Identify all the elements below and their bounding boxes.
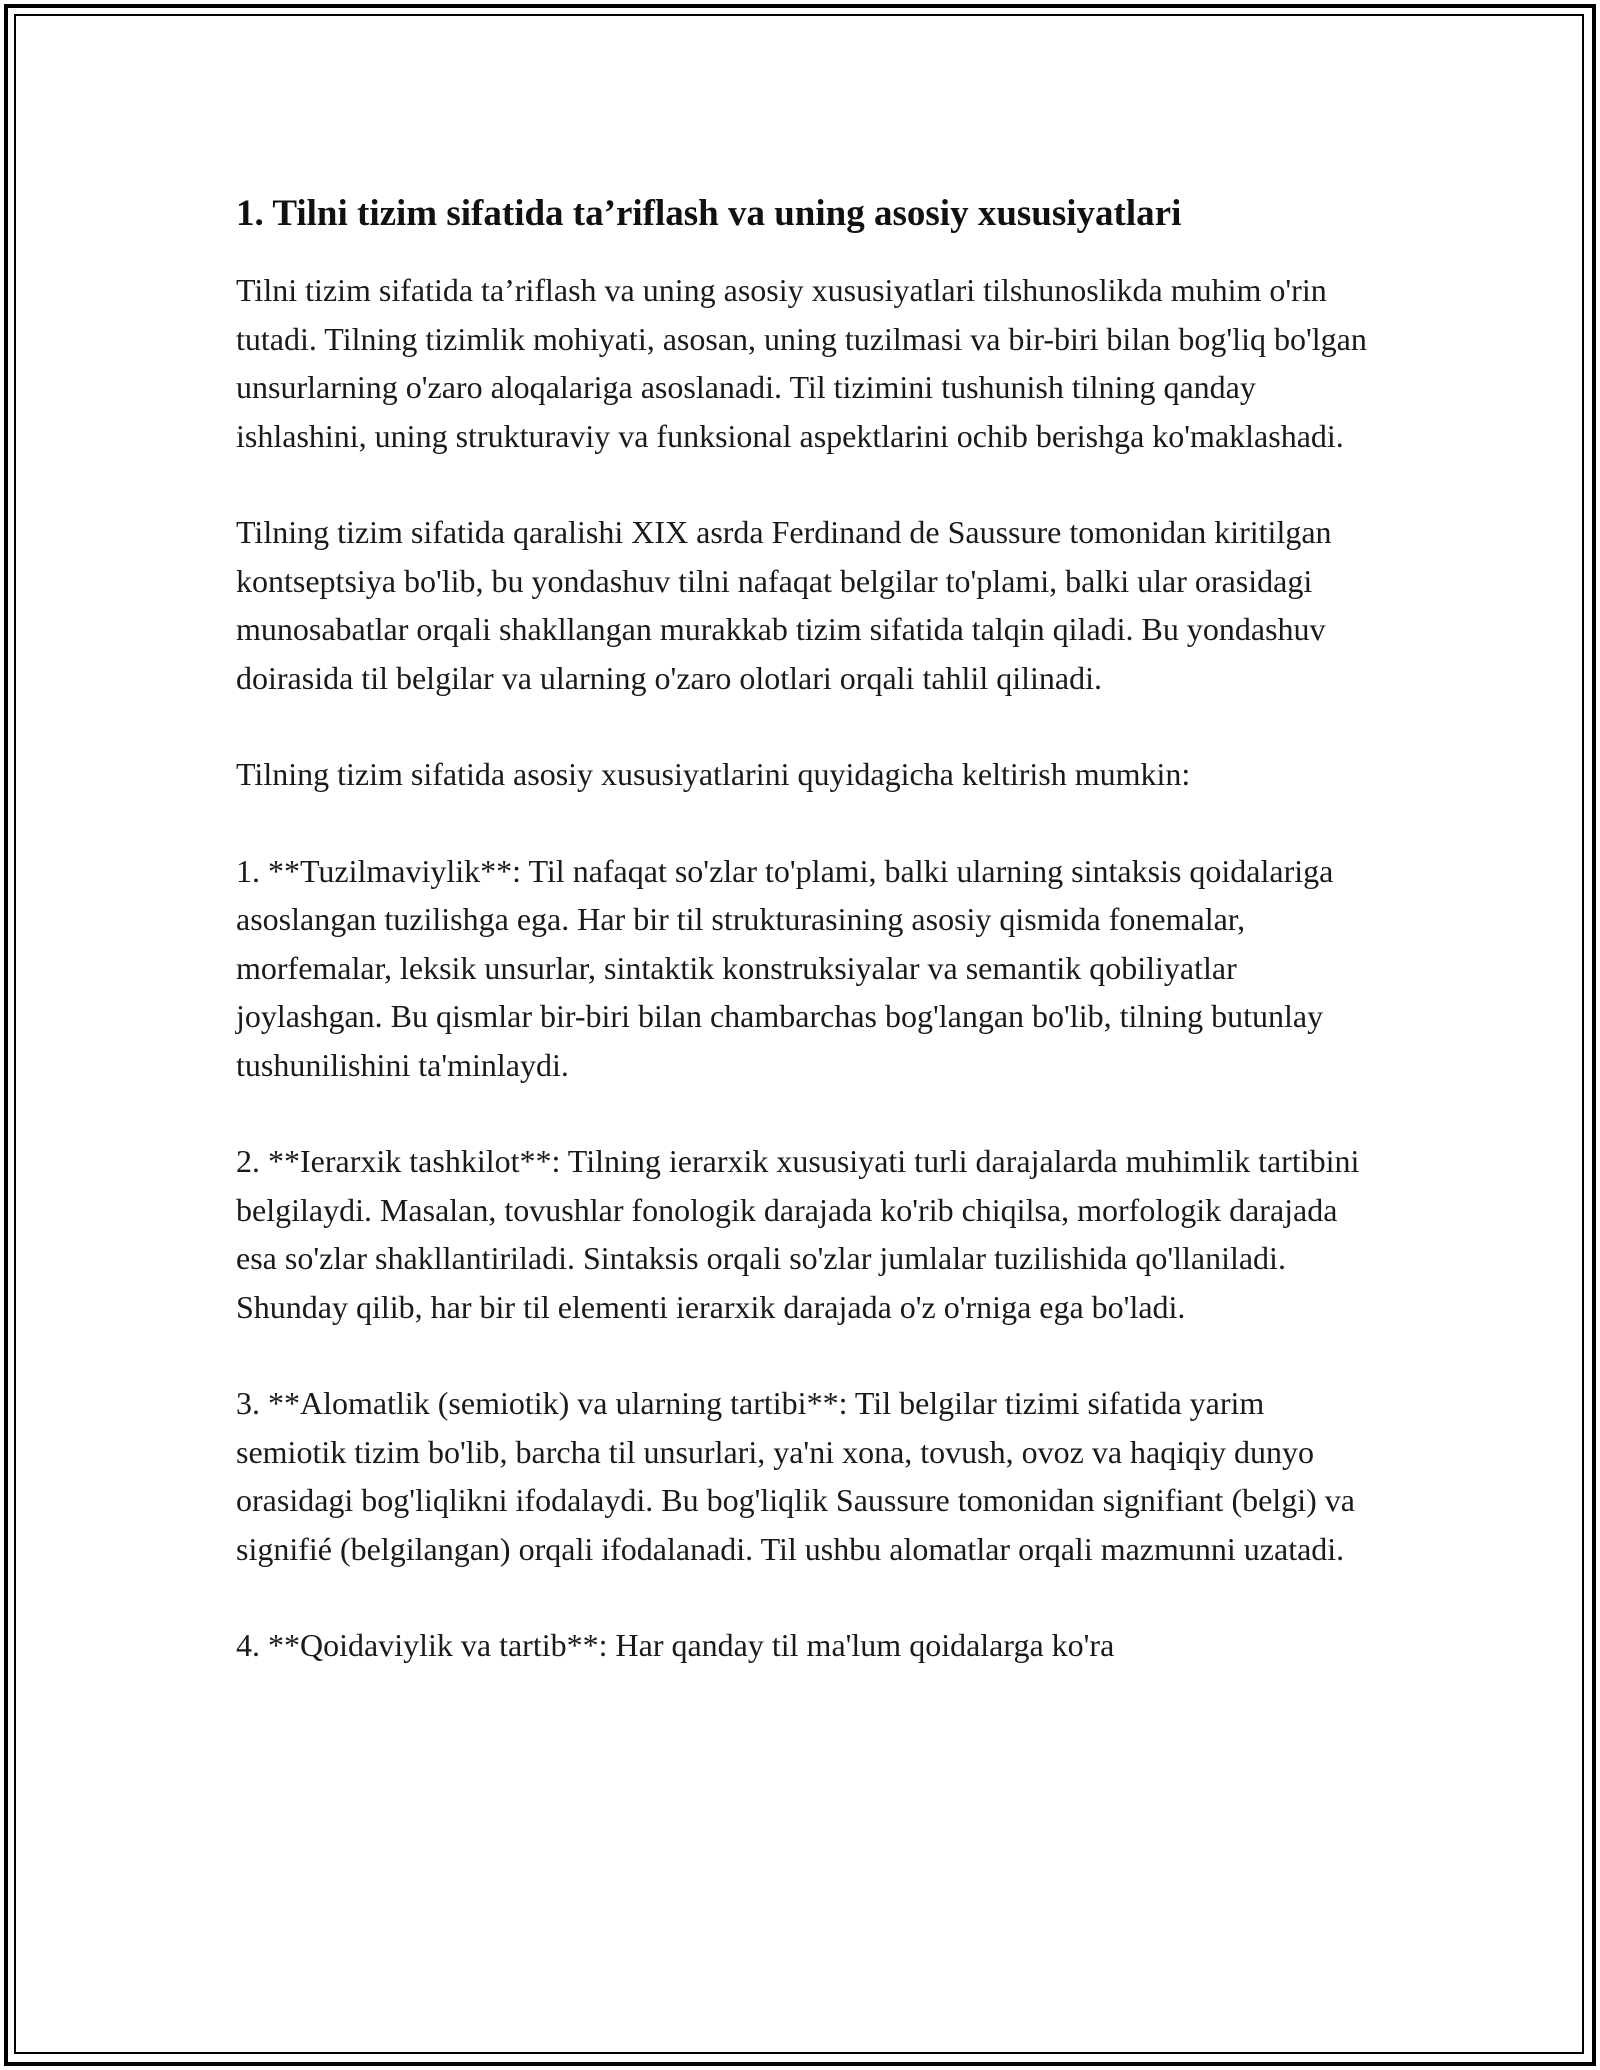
paragraph-intro: Tilni tizim sifatida ta’riflash va uning asosiy xususiyatlari tilshunoslikda muhim o'rin tutadi. Tilning tizimlik mohiyati, asosan, uning tuzilmasi va bir-biri bilan bog'liq bo'lgan unsurlarning o'zaro aloqalariga asoslanadi. Til tizimini tushunish tilning qanday ishlashini, uning strukturaviy va funksional aspektlarini ochib berishga ko'maklashadi.	[236, 272, 1367, 454]
document-body	[236, 186, 1376, 1670]
list-item-tuzilmaviylik: 1. **Tuzilmaviylik**: Til nafaqat so'zlar to'plami, balki ularning sintaksis qoidalariga asoslangan tuzilishga ega. Har bir til strukturasining asosiy qismida fonemalar, morfemalar, leksik unsurlar, sintaktik konstruksiyalar va semantik qobiliyatlar joylashgan. Bu qismlar bir-biri bilan chambarchas bog'langan bo'lib, tilning butunlay tushunilishini ta'minlaydi.	[236, 852, 1334, 1083]
paragraph-list-intro: Tilning tizim sifatida asosiy xususiyatlarini quyidagicha keltirish mumkin:	[236, 756, 1191, 792]
list-item-ierarxik: 2. **Ierarxik tashkilot**: Tilning ierarxik xususiyati turli darajalarda muhimlik tartibini belgilaydi. Masalan, tovushlar fonologik darajada ko'rib chiqilsa, morfologik darajada esa so'zlar shakllantiriladi. Sintaksis orqali so'zlar jumlalar tuzilishida qo'llaniladi. Shunday qilib, har bir til elementi ierarxik darajada o'z o'rniga ega bo'ladi.	[236, 1143, 1360, 1325]
list-item-qoidaviylik: 4. **Qoidaviylik va tartib**: Har qanday til ma'lum qoidalarga ko'ra	[236, 1627, 1115, 1663]
list-item-alomatlik: 3. **Alomatlik (semiotik) va ularning tartibi**: Til belgilar tizimi sifatida yarim semiotik tizim bo'lib, barcha til unsurlari, ya'ni xona, tovush, ovoz va haqiqiy dunyo orasidagi bog'liqlikni ifodalaydi. Bu bog'liqlik Saussure tomonidan signifiant (belgi) va signifié (belgilangan) orqali ifodalanadi. Til ushbu alomatlar orqali mazmunni uzatadi.	[236, 1385, 1355, 1567]
section-heading: 1. Tilni tizim sifatida ta’riflash va uning asosiy xususiyatlari	[236, 193, 1182, 234]
paragraph-saussure: Tilning tizim sifatida qaralishi XIX asrda Ferdinand de Saussure tomonidan kiritilgan kontseptsiya bo'lib, bu yondashuv tilni nafaqat belgilar to'plami, balki ular orasidagi munosabatlar orqali shakllangan murakkab tizim sifatida talqin qiladi. Bu yondashuv doirasida til belgilar va ularning o'zaro olotlari orqali tahlil qilinadi.	[236, 514, 1332, 696]
